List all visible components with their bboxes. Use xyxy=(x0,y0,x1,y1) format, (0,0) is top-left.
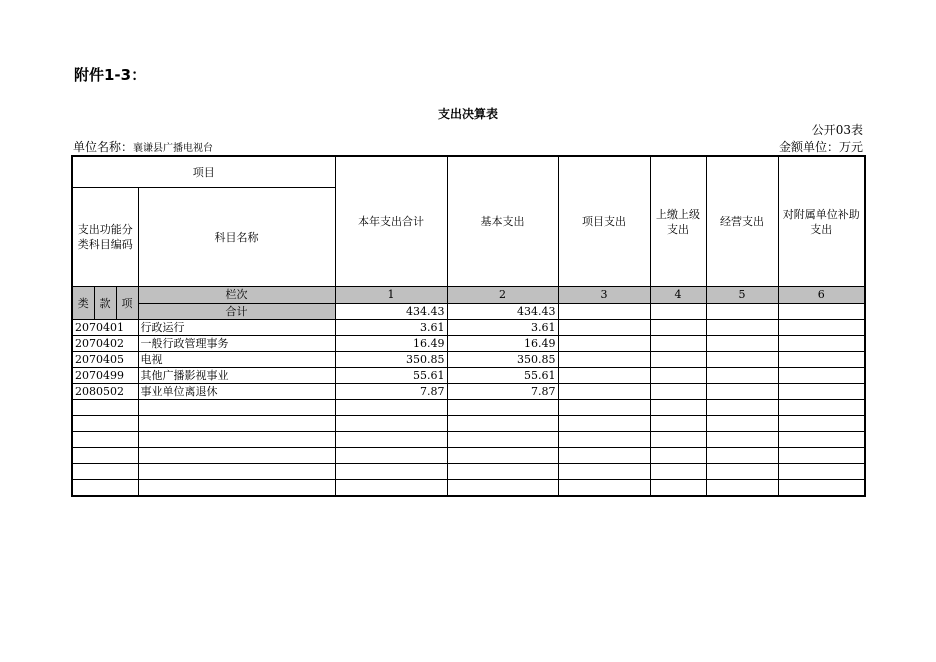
row-code xyxy=(72,416,138,432)
row-total: 16.49 xyxy=(335,336,447,352)
page-title: 支出决算表 xyxy=(437,107,498,121)
money-unit: 金额单位：万元 xyxy=(778,140,863,154)
row-upper xyxy=(650,400,706,416)
row-code: 2070401 xyxy=(72,320,138,336)
header-lei: 类 xyxy=(72,287,94,320)
unit-name-line xyxy=(73,138,213,155)
row-total: 55.61 xyxy=(335,368,447,384)
row-upper xyxy=(650,352,706,368)
row-subject-name xyxy=(138,400,335,416)
row-upper xyxy=(650,336,706,352)
header-upper: 上缴上级支出 xyxy=(650,156,706,287)
row-business xyxy=(706,320,778,336)
row-code: 2070405 xyxy=(72,352,138,368)
row-total: 350.85 xyxy=(335,352,447,368)
table-row xyxy=(72,336,865,352)
row-project xyxy=(558,480,650,497)
row-code: 2070499 xyxy=(72,368,138,384)
row-subject-name xyxy=(138,464,335,480)
row-subject-name: 其他广播影视事业 xyxy=(138,368,335,384)
expenditure-table xyxy=(71,155,866,497)
col-num-5: 5 xyxy=(706,287,778,304)
table-row xyxy=(72,352,865,368)
table-row xyxy=(72,448,865,464)
row-subsidy xyxy=(778,448,865,464)
row-subsidy xyxy=(778,416,865,432)
row-project xyxy=(558,368,650,384)
row-basic xyxy=(447,480,558,497)
header-item: 项目 xyxy=(72,156,335,188)
row-total xyxy=(335,480,447,497)
row-business xyxy=(706,384,778,400)
header-kuan: 款 xyxy=(94,287,116,320)
table-row xyxy=(72,480,865,497)
summary-basic: 434.43 xyxy=(447,303,558,320)
row-basic xyxy=(447,432,558,448)
summary-upper xyxy=(650,303,706,320)
row-basic: 3.61 xyxy=(447,320,558,336)
col-num-1: 1 xyxy=(335,287,447,304)
row-project xyxy=(558,320,650,336)
row-basic xyxy=(447,416,558,432)
row-business xyxy=(706,416,778,432)
row-subject-name xyxy=(138,480,335,497)
col-num-6: 6 xyxy=(778,287,865,304)
col-num-3: 3 xyxy=(558,287,650,304)
data-rows xyxy=(72,320,865,497)
summary-total: 434.43 xyxy=(335,303,447,320)
header-lanci: 栏次 xyxy=(138,287,335,304)
row-code: 2080502 xyxy=(72,384,138,400)
header-subject-name: 科目名称 xyxy=(138,188,335,287)
row-upper xyxy=(650,448,706,464)
row-business xyxy=(706,352,778,368)
header-func-code: 支出功能分类科目编码 xyxy=(72,188,138,287)
row-project xyxy=(558,384,650,400)
summary-subsidy xyxy=(778,303,865,320)
table-row xyxy=(72,464,865,480)
row-total xyxy=(335,400,447,416)
row-subject-name xyxy=(138,448,335,464)
row-upper xyxy=(650,368,706,384)
row-total xyxy=(335,432,447,448)
row-project xyxy=(558,432,650,448)
summary-row xyxy=(72,303,865,320)
row-upper xyxy=(650,464,706,480)
row-business xyxy=(706,400,778,416)
row-business xyxy=(706,448,778,464)
row-basic xyxy=(447,448,558,464)
row-subject-name: 电视 xyxy=(138,352,335,368)
row-project xyxy=(558,400,650,416)
header-project: 项目支出 xyxy=(558,156,650,287)
row-code xyxy=(72,432,138,448)
col-num-4: 4 xyxy=(650,287,706,304)
row-business xyxy=(706,464,778,480)
row-project xyxy=(558,336,650,352)
row-subject-name xyxy=(138,432,335,448)
table-row xyxy=(72,416,865,432)
table-row xyxy=(72,320,865,336)
row-total xyxy=(335,448,447,464)
row-subject-name: 行政运行 xyxy=(138,320,335,336)
row-total: 7.87 xyxy=(335,384,447,400)
row-business xyxy=(706,480,778,497)
unit-label: 单位名称： xyxy=(73,140,134,154)
row-total xyxy=(335,416,447,432)
row-subsidy xyxy=(778,368,865,384)
row-total: 3.61 xyxy=(335,320,447,336)
row-code xyxy=(72,480,138,497)
row-business xyxy=(706,432,778,448)
table-row xyxy=(72,368,865,384)
header-basic: 基本支出 xyxy=(447,156,558,287)
row-subsidy xyxy=(778,400,865,416)
row-basic: 7.87 xyxy=(447,384,558,400)
attachment-label: 附件1-3： xyxy=(74,66,147,84)
header-subsidy: 对附属单位补助支出 xyxy=(778,156,865,287)
row-subsidy xyxy=(778,336,865,352)
row-basic: 16.49 xyxy=(447,336,558,352)
table-row xyxy=(72,432,865,448)
row-upper xyxy=(650,384,706,400)
row-upper xyxy=(650,480,706,497)
row-project xyxy=(558,352,650,368)
row-subsidy xyxy=(778,352,865,368)
row-code xyxy=(72,448,138,464)
row-basic xyxy=(447,400,558,416)
row-code xyxy=(72,464,138,480)
unit-name: 襄谦县广播电视台 xyxy=(133,143,214,154)
row-subsidy xyxy=(778,432,865,448)
row-code xyxy=(72,400,138,416)
row-upper xyxy=(650,416,706,432)
row-project xyxy=(558,448,650,464)
row-subsidy xyxy=(778,480,865,497)
row-subject-name xyxy=(138,416,335,432)
summary-project xyxy=(558,303,650,320)
row-business xyxy=(706,368,778,384)
row-code: 2070402 xyxy=(72,336,138,352)
row-subsidy xyxy=(778,320,865,336)
row-project xyxy=(558,416,650,432)
row-business xyxy=(706,336,778,352)
col-num-2: 2 xyxy=(447,287,558,304)
row-subject-name: 事业单位离退休 xyxy=(138,384,335,400)
row-upper xyxy=(650,432,706,448)
row-project xyxy=(558,464,650,480)
table-row xyxy=(72,400,865,416)
row-basic xyxy=(447,464,558,480)
row-subject-name: 一般行政管理事务 xyxy=(138,336,335,352)
table-row xyxy=(72,384,865,400)
row-subsidy xyxy=(778,464,865,480)
row-subsidy xyxy=(778,384,865,400)
header-total: 本年支出合计 xyxy=(335,156,447,287)
header-xiang: 项 xyxy=(116,287,138,320)
summary-business xyxy=(706,303,778,320)
row-total xyxy=(335,464,447,480)
header-business: 经营支出 xyxy=(706,156,778,287)
row-basic: 350.85 xyxy=(447,352,558,368)
form-code: 公开03表 xyxy=(811,123,863,137)
row-upper xyxy=(650,320,706,336)
row-basic: 55.61 xyxy=(447,368,558,384)
summary-label: 合计 xyxy=(138,303,335,320)
